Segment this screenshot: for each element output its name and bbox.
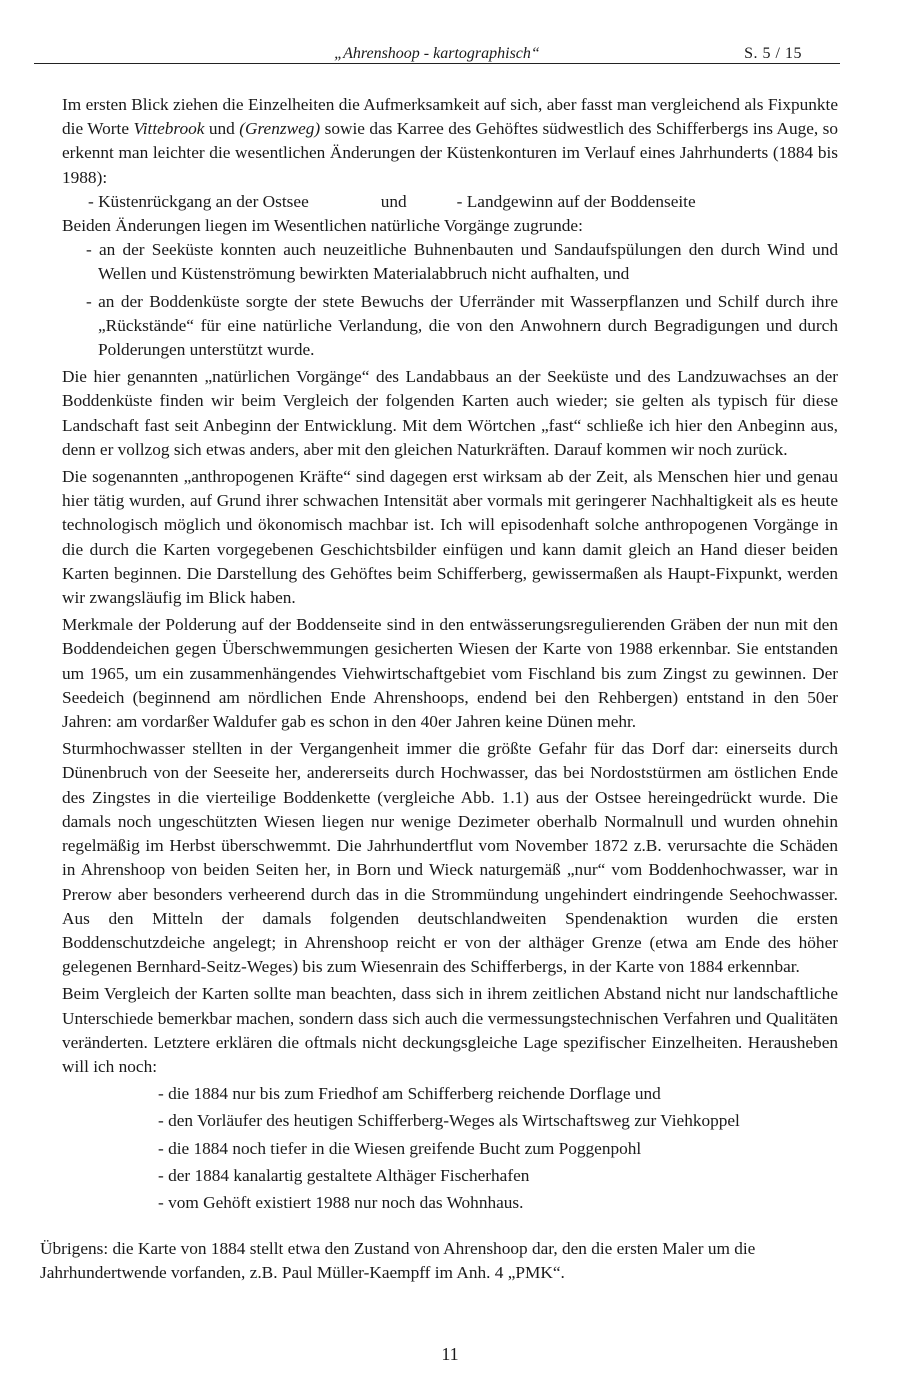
page-number: 11 xyxy=(441,1344,459,1364)
list-item: - die 1884 nur bis zum Friedhof am Schifferberg reichende Dorflage und xyxy=(158,1084,661,1104)
list-item: - die 1884 noch tiefer in die Wiesen greifende Bucht zum Poggenpohl xyxy=(158,1138,642,1158)
term-vittebrook: Vittebrook xyxy=(133,119,205,139)
change-coast-loss: - Küstenrückgang an der Ostsee xyxy=(88,191,309,211)
list-item: - an der Boddenküste sorgte der stete Bewuchs der Uferränder mit Wasserpflanzen und Schilf durch ihre „Rückstände“ für eine natürliche Verlandung, die von den Anwohnern durch Begradigungen und durch Polderungen unterstützt wurde. xyxy=(86,291,838,360)
list-item: - vom Gehöft existiert 1988 nur noch das Wohnhaus. xyxy=(158,1192,524,1212)
changes-line xyxy=(62,190,838,214)
paragraph-intro xyxy=(62,93,838,190)
paragraph-natural-forces: Die hier genannten „natürlichen Vorgänge“ des Landabbaus an der Seeküste und des Landzuwachses an der Boddenküste finden wir beim Vergleich der folgenden Karten auch wieder; sie gelten als typisch für diese Landschaft fast seit Anbeginn der Entwicklung. Mit dem Wörtchen „fast“ schließe ich hier den Anbeginn aus, denn er vollzog sich etwas anders, aber mit den gleichen Naturkräften. Darauf kommen wir noch zurück. xyxy=(62,367,838,459)
highlights-list xyxy=(62,1082,838,1215)
list-item: - an der Seeküste konnten auch neuzeitliche Buhnenbauten und Sandaufspülungen den durch Wind und Wellen und Küstenströmung bewirkten Materialabbruch nicht aufhalten, und xyxy=(86,240,838,284)
page-reference: S. 5 / 15 xyxy=(744,45,802,62)
paragraph-polder: Merkmale der Polderung auf der Boddenseite sind in den entwässerungsregulierenden Gräben der nun mit den Boddendeichen gegen Überschwemmungen gesicherten Wiesen der Karte von 1988 erkennbar. Sie entstanden um 1965, um ein zusammenhängendes Viehwirtschaftgebiet vom Fischland bis zum Zingst zu gewinnen. Der Seedeich (beginnend am nördlichen Ende Ahrenshoops, endend bei den Rehbergen) entstand in den 50er Jahren: am vordarßer Waldufer gab es schon in den 40er Jahren keine Dünen mehr. xyxy=(62,615,838,732)
paragraph-map-comparison: Beim Vergleich der Karten sollte man beachten, dass sich in ihrem zeitlichen Abstand nicht nur landschaftliche Unterschiede bemerkbar machen, sondern dass sich auch die vermessungstechnischen Verfahren und Qualitäten veränderten. Letztere erklären die oftmals nicht deckungsgleiche Lage spezifischer Einzelheiten. Herausheben will ich noch: xyxy=(62,984,838,1076)
change-land-gain: - Landgewinn auf der Boddenseite xyxy=(456,191,696,211)
paragraph-closing: Übrigens: die Karte von 1884 stellt etwa den Zustand von Ahrenshoop dar, den die ersten Maler um die Jahrhundertwende vorfanden, z.B. Paul Müller-Kaempff im Anh. 4 „PMK“. xyxy=(40,1239,756,1283)
list-item: - den Vorläufer des heutigen Schifferberg-Weges als Wirtschaftsweg zur Viehkoppel xyxy=(158,1111,740,1131)
text-run: und xyxy=(204,119,240,139)
document-body xyxy=(62,93,838,1215)
paragraph-storm-floods: Sturmhochwasser stellten in der Vergangenheit immer die größte Gefahr für das Dorf dar: einerseits durch Dünenbruch von der Seeseite her, andererseits durch Hochwasser, das bei Nordoststürmen am östlichen Ende des Zingstes in die vierteilige Boddenkette (vergleiche Abb. 1.1) aus der Ostsee hereingedrückt wurde. Die damals noch ungeschützten Wiesen liegen nur wenige Dezimeter oberhalb Normalnull und wurden ohnehin regelmäßig im Herbst überschwemmt. Die Jahrhundertflut vom November 1872 z.B. verursachte die Schäden in Ahrenshoop von beiden Seiten her, in Born und Wieck naturgemäß „nur“ vom Boddenhochwasser, war in Prerow aber besonders verheerend durch das in die Strommündung ungehindert eindringende Seehochwasser. Aus den Mitteln der damals folgenden deutschlandweiten Spendenaktion wurden die ersten Boddenschutzdeiche angelegt; in Ahrenshoop reicht er von der althäger Grenze (etwa am Ende des höher gelegenen Bernhard-Seitz-Weges) bis zum Wiesenrain des Schifferbergs, in der Karte von 1884 erkennbar. xyxy=(62,739,838,977)
changes-connector: und xyxy=(380,191,407,211)
text-run: sowie das Karree des Gehöftes südwestlich des Schifferbergs ins Auge, so erkennt man leichter die wesentlichen Änderungen der Küstenkonturen im Verlauf eines Jahrhunderts (1884 bis 1988): xyxy=(62,119,838,187)
term-grenzweg: (Grenzweg) xyxy=(239,119,321,139)
paragraph-natural-processes: Beiden Änderungen liegen im Wesentlichen natürliche Vorgänge zugrunde: xyxy=(62,216,583,236)
paragraph-anthropogenic: Die sogenannten „anthropogenen Kräfte“ sind dagegen erst wirksam ab der Zeit, als Menschen hier und genau hier tätig wurden, auf Grund ihrer schwachen Intensität aber vormals mit geringerer Nachhaltigkeit als es heute technologisch möglich und ökonomisch machbar ist. Ich will episodenhaft solche anthropogenen Vorgänge in die durch die Karten vorgegebenen Geschichtsbilder einfügen und kann damit gleich an Hand dieser beiden Karten beginnen. Die Darstellung des Gehöftes beim Schifferberg, gewissermaßen als Haupt-Fixpunkt, werden wir zwangsläufig im Blick haben. xyxy=(62,467,838,608)
text-run: Im ersten Blick ziehen die Einzelheiten die Aufmerksamkeit auf sich, aber fasst man vergleichend als Fixpunkte die Worte xyxy=(62,95,838,139)
header-rule xyxy=(34,63,840,64)
list-item: - der 1884 kanalartig gestaltete Althäger Fischerhafen xyxy=(158,1165,530,1185)
running-title: „Ahrenshoop - kartographisch“ xyxy=(334,45,540,62)
